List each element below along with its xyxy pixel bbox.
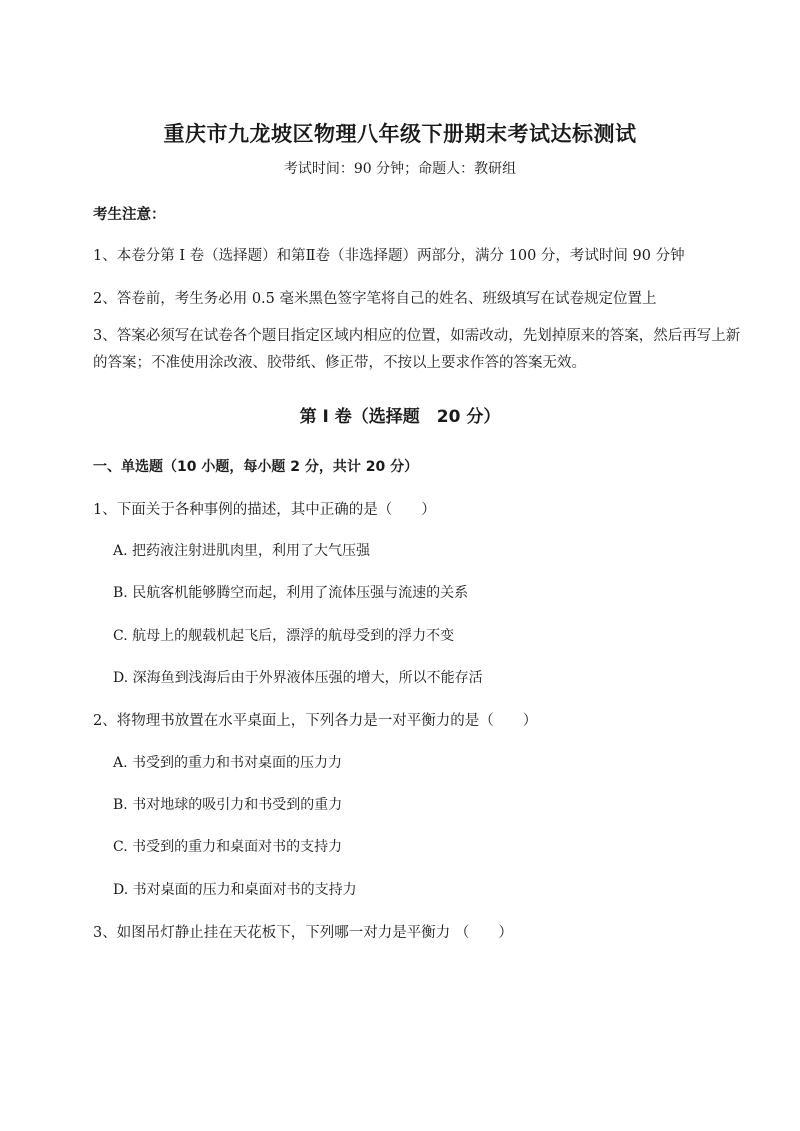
question-1-option-d[interactable]: D. 深海鱼到浅海后由于外界液体压强的增大，所以不能存活 (113, 670, 483, 686)
question-1-option-a[interactable]: A. 把药液注射进肌肉里，利用了大气压强 (113, 543, 371, 559)
notice-item-2: 2、答卷前，考生务必用 0.5 毫米黑色签字笔将自己的姓名、班级填写在试卷规定位置上 (93, 291, 657, 307)
question-2-option-a[interactable]: A. 书受到的重力和书对桌面的压力力 (113, 755, 343, 771)
notice-item-1: 1、本卷分第 I 卷（选择题）和第Ⅱ卷（非选择题）两部分，满分 100 分，考试时间 90 分钟 (93, 248, 685, 264)
question-2-option-b[interactable]: B. 书对地球的吸引力和书受到的重力 (113, 797, 343, 813)
question-2-stem: 2、将物理书放置在水平桌面上，下列各力是一对平衡力的是（ ） (93, 713, 538, 729)
section-title: 第 I 卷（选择题 20 分） (299, 407, 501, 427)
question-1-stem: 1、下面关于各种事例的描述，其中正确的是（ ） (93, 502, 436, 518)
part-heading: 一、单选题（10 小题，每小题 2 分，共计 20 分） (93, 459, 419, 475)
question-1-option-b[interactable]: B. 民航客机能够腾空而起，利用了流体压强与流速的关系 (113, 585, 469, 601)
notice-item-3: 3、答案必须写在试卷各个题目指定区域内相应的位置，如需改动，先划掉原来的答案，然后再写上新的答案；不准使用涂改液、胶带纸、修正带，不按以上要求作答的答案无效。 (93, 328, 741, 371)
question-1-option-c[interactable]: C. 航母上的舰载机起飞后，漂浮的航母受到的浮力不变 (113, 628, 455, 644)
exam-title: 重庆市九龙坡区物理八年级下册期末考试达标测试 (163, 122, 637, 146)
notice-heading: 考生注意： (93, 207, 166, 223)
exam-subtitle: 考试时间：90 分钟；命题人：教研组 (283, 161, 517, 177)
question-3-stem: 3、如图吊灯静止挂在天花板下，下列哪一对力是平衡力 （ ） (93, 925, 513, 941)
question-2-option-c[interactable]: C. 书受到的重力和桌面对书的支持力 (113, 839, 343, 855)
question-2-option-d[interactable]: D. 书对桌面的压力和桌面对书的支持力 (113, 882, 357, 898)
